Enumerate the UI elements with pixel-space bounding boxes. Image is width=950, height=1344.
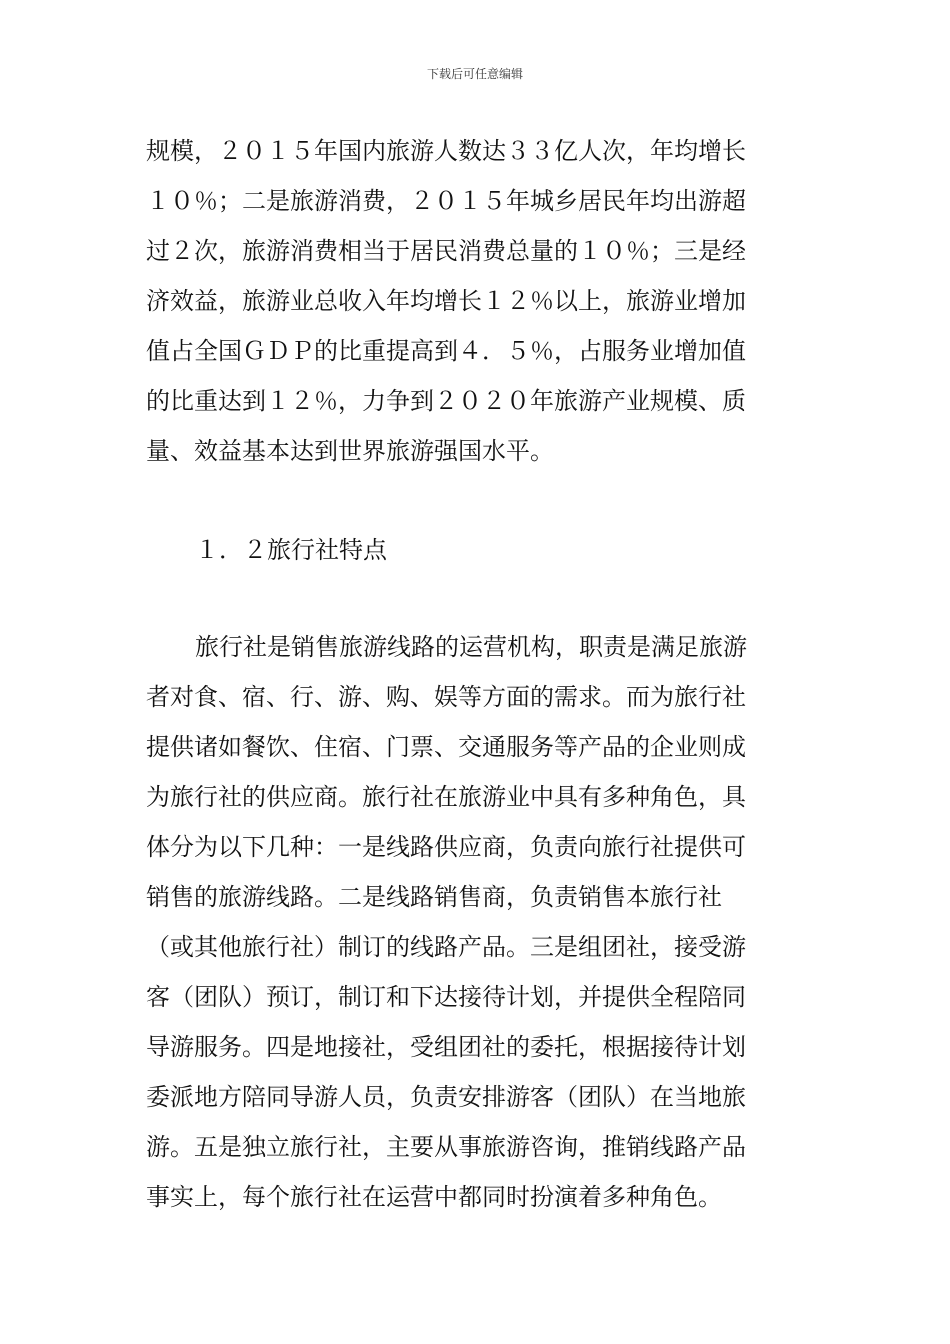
paragraph-line: 过２次，旅游消费相当于居民消费总量的１０％；三是经 <box>146 237 746 265</box>
paragraph-line: １０％；二是旅游消费，２０１５年城乡居民年均出游超 <box>146 187 746 215</box>
paragraph-line: 客（团队）预订，制订和下达接待计划，并提供全程陪同 <box>146 983 746 1011</box>
paragraph-line: 值占全国ＧＤＰ的比重提高到４．５％，占服务业增加值 <box>146 337 746 365</box>
paragraph-line: （或其他旅行社）制订的线路产品。三是组团社，接受游 <box>146 933 746 961</box>
section-heading: １．２旅行社特点 <box>195 536 387 564</box>
paragraph-line: 事实上，每个旅行社在运营中都同时扮演着多种角色。 <box>146 1183 722 1211</box>
paragraph-line: 者对食、宿、行、游、购、娱等方面的需求。而为旅行社 <box>146 683 746 711</box>
paragraph-line: 游。五是独立旅行社，主要从事旅游咨询，推销线路产品 <box>146 1133 746 1161</box>
paragraph-line: 的比重达到１２％，力争到２０２０年旅游产业规模、质 <box>146 387 746 415</box>
page-header: 下载后可任意编辑 <box>426 67 523 81</box>
paragraph-line: 销售的旅游线路。二是线路销售商，负责销售本旅行社 <box>146 883 722 911</box>
paragraph-line: 提供诸如餐饮、住宿、门票、交通服务等产品的企业则成 <box>146 733 746 761</box>
paragraph-line: 为旅行社的供应商。旅行社在旅游业中具有多种角色，具 <box>146 783 746 811</box>
paragraph-line: 济效益，旅游业总收入年均增长１２％以上，旅游业增加 <box>146 287 746 315</box>
paragraph-line: 旅行社是销售旅游线路的运营机构，职责是满足旅游 <box>195 633 747 661</box>
paragraph-line: 导游服务。四是地接社，受组团社的委托，根据接待计划 <box>146 1033 746 1061</box>
paragraph-line: 体分为以下几种：一是线路供应商，负责向旅行社提供可 <box>146 833 746 861</box>
paragraph-line: 规模，２０１５年国内旅游人数达３３亿人次，年均增长 <box>146 137 746 165</box>
paragraph-line: 量、效益基本达到世界旅游强国水平。 <box>146 437 554 465</box>
paragraph-line: 委派地方陪同导游人员，负责安排游客（团队）在当地旅 <box>146 1083 746 1111</box>
